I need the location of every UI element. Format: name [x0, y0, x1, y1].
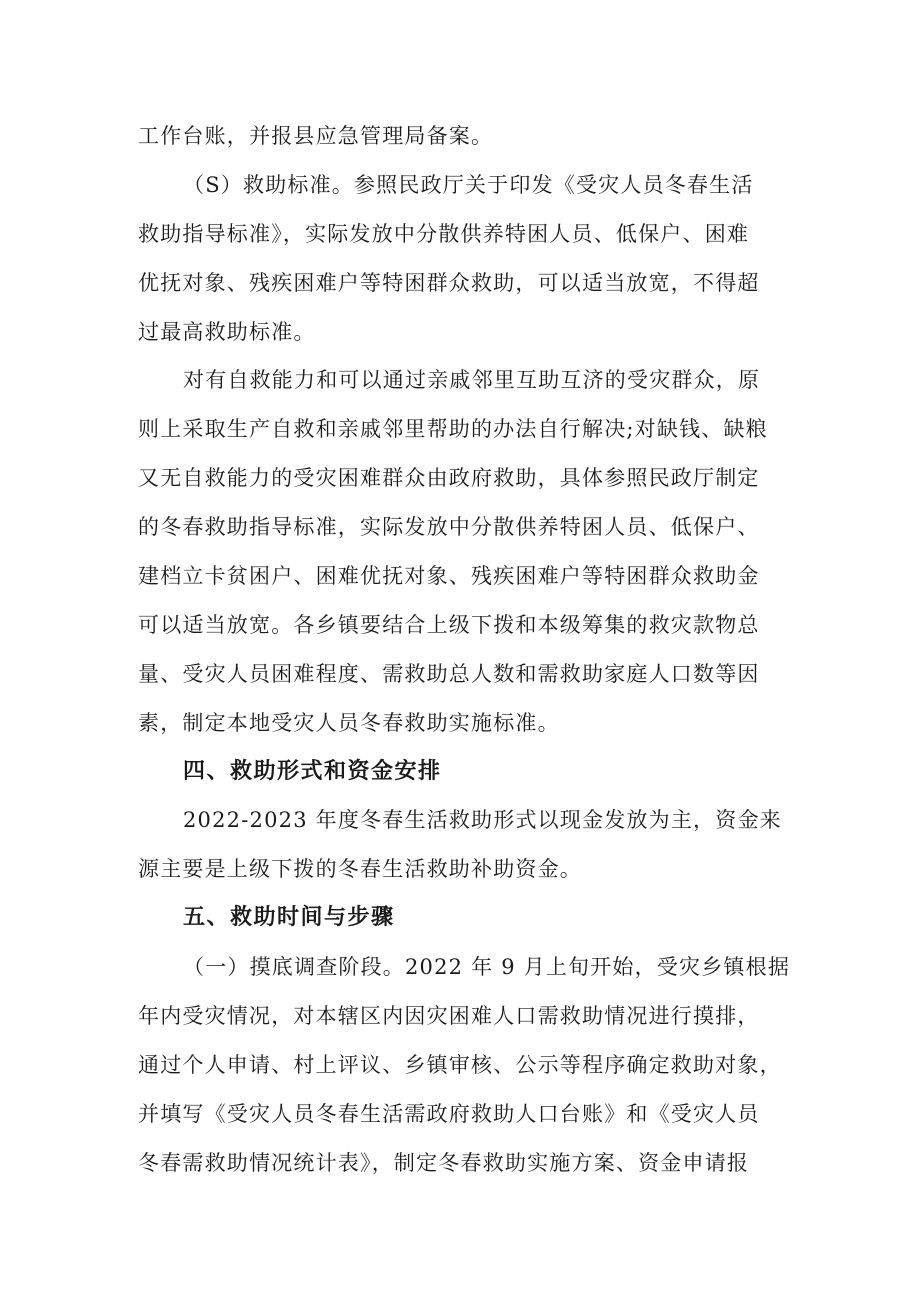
paragraph — [138, 356, 798, 747]
document-body — [138, 112, 798, 1188]
paragraph — [138, 943, 798, 1187]
paragraph-line: 2022-2023 年度冬春生活救助形式以现金发放为主，资金来 — [183, 808, 782, 833]
paragraph-line: 对有自救能力和可以通过亲戚邻里互助互济的受灾群众，原 — [183, 368, 761, 393]
paragraph-line: 又无自救能力的受灾困难群众由政府救助，具体参照民政厅制定 — [138, 466, 760, 491]
paragraph-line: 源主要是上级下拨的冬春生活救助补助资金。 — [138, 857, 582, 882]
paragraph-line: 素，制定本地受灾人员冬春救助实施标准。 — [138, 710, 560, 735]
paragraph-line: 通过个人申请、村上评议、乡镇审核、公示等程序确定救助对象， — [138, 1052, 782, 1077]
paragraph-line: 则上采取生产自救和亲戚邻里帮助的办法自行解决;对缺钱、缺粮 — [138, 417, 768, 442]
section-heading — [138, 894, 798, 943]
paragraph-line: 工作台账，并报县应急管理局备案。 — [138, 124, 494, 148]
paragraph-line: 救助指导标准》，实际发放中分散供养特困人员、低保户、困难 — [138, 221, 750, 246]
paragraph-line: 冬春需救助情况统计表》，制定冬春救助实施方案、资金申请报 — [138, 1150, 750, 1175]
paragraph-line: 量、受灾人员困难程度、需救助总人数和需救助家庭人口数等因 — [138, 661, 760, 686]
paragraph-line: 建档立卡贫困户、困难优抚对象、残疾困难户等特困群众救助金 — [138, 564, 760, 589]
paragraph-line: （一）摸底调查阶段。2022 年 9 月上旬开始，受灾乡镇根据 — [183, 955, 791, 980]
heading-text: 四、救助形式和资金安排 — [183, 758, 442, 784]
paragraph — [138, 161, 798, 357]
paragraph-line: （S）救助标准。参照民政厅关于印发《受灾人员冬春生活 — [183, 172, 754, 197]
paragraph-line: 过最高救助标准。 — [138, 319, 316, 344]
heading-text: 五、救助时间与步骤 — [183, 905, 395, 931]
paragraph-line: 的冬春救助指导标准，实际发放中分散供养特困人员、低保户、 — [138, 515, 760, 540]
paragraph-line: 可以适当放宽。各乡镇要结合上级下拨和本级筹集的救灾款物总 — [138, 612, 760, 637]
paragraph — [138, 112, 798, 161]
paragraph-line: 年内受灾情况，对本辖区内因灾困难人口需救助情况进行摸排， — [138, 1004, 760, 1029]
paragraph-line: 并填写《受灾人员冬春生活需政府救助人口台账》和《受灾人员 — [138, 1101, 760, 1126]
section-heading — [138, 748, 798, 797]
paragraph — [138, 796, 798, 894]
paragraph-line: 优抚对象、残疾困难户等特困群众救助，可以适当放宽，不得超 — [138, 270, 760, 295]
